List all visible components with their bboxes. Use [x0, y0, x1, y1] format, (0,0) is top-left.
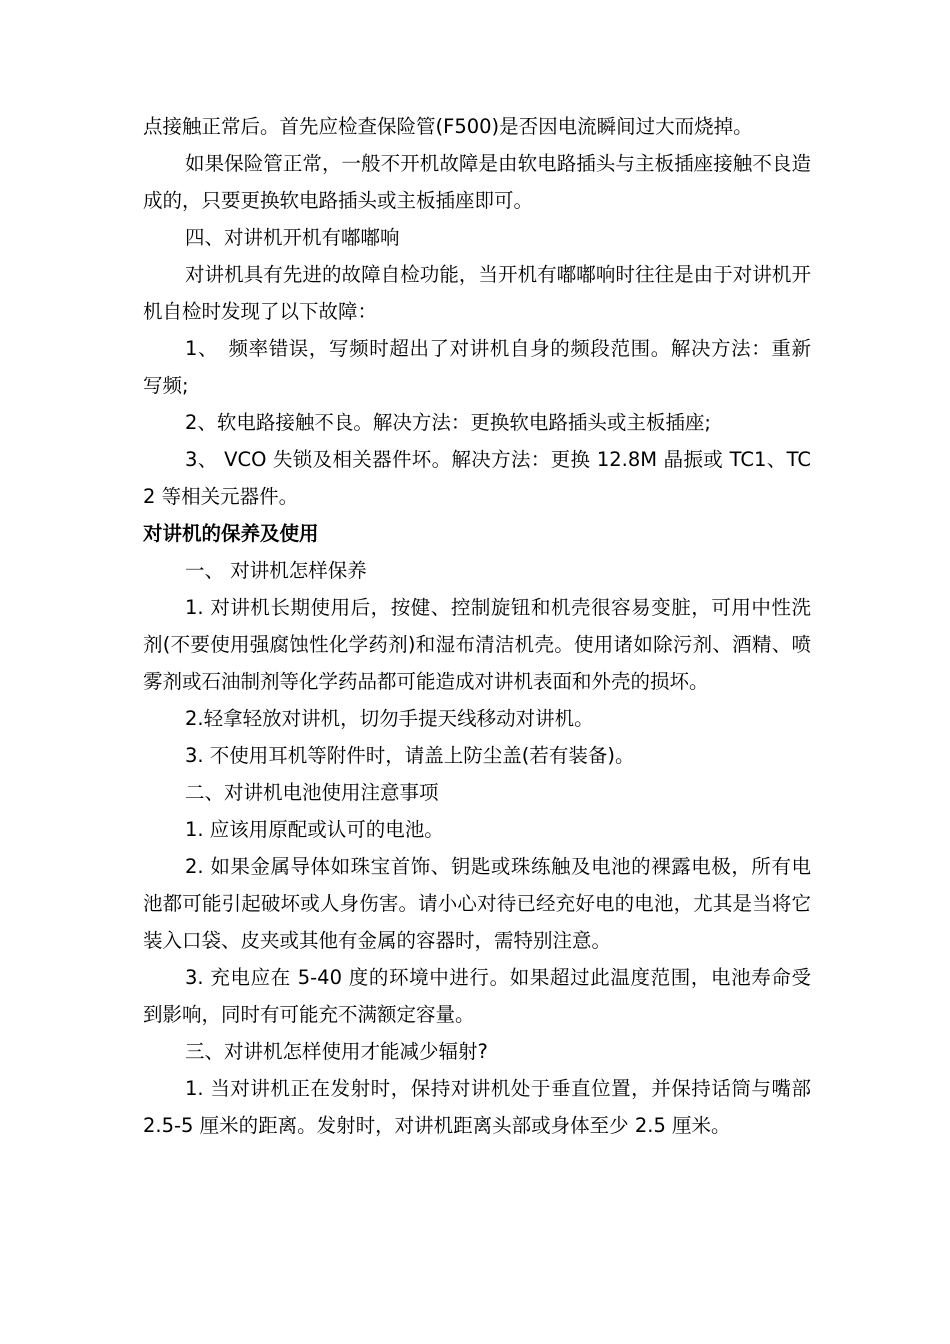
subheading-battery: 二、对讲机电池使用注意事项: [185, 781, 439, 804]
paragraph-2: 如果保险管正常，一般不开机故障是由软电路插头与主板插座接触不良造成的，只要更换软电路插头或主板插座即可。: [143, 152, 811, 212]
list-item-3: 3、 VCO 失锁及相关器件坏。解决方法：更换 12.8M 晶振或 TC1、TC2 等相关元器件。: [143, 448, 811, 508]
list-item-2: 2、软电路接触不良。解决方法：更换软电路插头或主板插座;: [185, 411, 711, 434]
subheading-maintenance: 一、 对讲机怎样保养: [185, 559, 367, 582]
radiation-item-1: 1. 当对讲机正在发射时，保持对讲机处于垂直位置，并保持话筒与嘴部 2.5-5 厘米的距离。发射时，对讲机距离头部或身体至少 2.5 厘米。: [143, 1077, 811, 1137]
paragraph-3: 对讲机具有先进的故障自检功能，当开机有嘟嘟响时往往是由于对讲机开机自检时发现了以下故障：: [143, 263, 811, 323]
subheading-4: 四、对讲机开机有嘟嘟响: [185, 226, 400, 249]
battery-item-3: 3. 充电应在 5-40 度的环境中进行。如果超过此温度范围，电池寿命受到影响，同时有可能充不满额定容量。: [143, 966, 811, 1026]
subheading-radiation: 三、对讲机怎样使用才能减少辐射?: [185, 1040, 488, 1063]
battery-item-1: 1. 应该用原配或认可的电池。: [185, 818, 444, 841]
maintenance-item-2: 2.轻拿轻放对讲机，切勿手提天线移动对讲机。: [185, 707, 594, 730]
battery-item-2: 2. 如果金属导体如珠宝首饰、钥匙或珠练触及电池的裸露电极，所有电池都可能引起破坏或人身伤害。请小心对待已经充好电的电池，尤其是当将它装入口袋、皮夹或其他有金属的容器时，需特别注意。: [143, 855, 811, 952]
maintenance-item-1: 1. 对讲机长期使用后，按健、控制旋钮和机壳很容易变脏，可用中性洗剂(不要使用强腐蚀性化学药剂)和湿布清洁机壳。使用诸如除污剂、酒精、喷雾剂或石油制剂等化学药品都可能造成对讲机表面和外壳的损坏。: [143, 596, 811, 693]
paragraph-1: 点接触正常后。首先应检查保险管(F500)是否因电流瞬间过大而烧掉。: [143, 115, 753, 138]
list-item-1: 1、 频率错误，写频时超出了对讲机自身的频段范围。解决方法：重新写频;: [143, 337, 811, 397]
document-page: [143, 108, 811, 1144]
section-title: 对讲机的保养及使用: [143, 522, 319, 545]
maintenance-item-3: 3. 不使用耳机等附件时，请盖上防尘盖(若有装备)。: [185, 744, 635, 767]
